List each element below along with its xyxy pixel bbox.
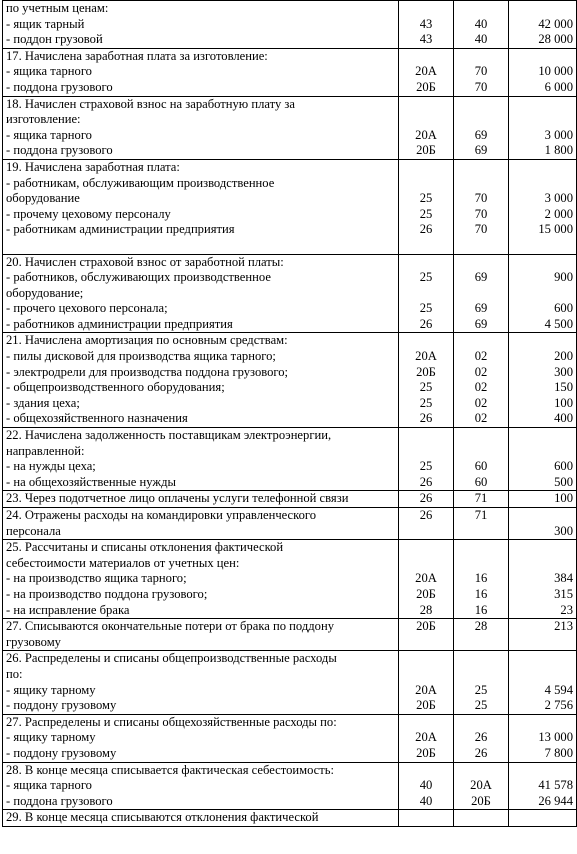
debit-account-cell <box>399 810 454 827</box>
table-row <box>3 254 577 333</box>
table-body <box>3 1 577 827</box>
operation-description-line: - пилы дисковой для производства ящика тарного; <box>6 349 276 364</box>
amount-line: 41 578 <box>538 778 573 793</box>
credit-account-line <box>457 428 505 444</box>
amount-line <box>512 810 573 826</box>
operation-description-line: 26. Распределены и списаны общепроизводственные расходы <box>6 651 337 666</box>
credit-account-line: 70 <box>474 222 488 237</box>
amount-line: 400 <box>554 411 573 426</box>
credit-account-line: 70 <box>474 79 488 94</box>
credit-account-line: 40 <box>474 16 488 31</box>
amount-line <box>512 176 573 192</box>
amount-line <box>512 763 573 779</box>
credit-account-line: 20Б <box>471 793 491 808</box>
amount-line: 315 <box>554 586 573 601</box>
operation-description-line: 27. Списываются окончательные потери от брака по поддону <box>6 619 334 634</box>
amount-line: 300 <box>554 523 573 538</box>
amount-line <box>512 508 573 524</box>
operation-description-cell <box>3 48 399 96</box>
credit-account-cell <box>454 159 509 254</box>
credit-account-cell <box>454 96 509 159</box>
debit-account-line: 43 <box>419 16 433 31</box>
debit-account-cell <box>399 159 454 254</box>
credit-account-line <box>457 238 505 254</box>
debit-account-line: 25 <box>419 459 433 474</box>
operation-description-line: 21. Начислена амортизация по основным средствам: <box>6 333 288 348</box>
debit-account-line <box>402 333 450 349</box>
operation-description-line: - здания цеха; <box>6 395 80 410</box>
credit-account-line: 20А <box>470 778 492 793</box>
debit-account-line <box>402 556 450 572</box>
credit-account-line: 25 <box>474 682 488 697</box>
credit-account-line: 02 <box>474 349 488 364</box>
debit-account-line <box>402 444 450 460</box>
operation-description-cell <box>3 254 399 333</box>
debit-account-line <box>402 540 450 556</box>
operation-description-line: - ящика тарного <box>6 64 92 79</box>
debit-account-line <box>402 715 450 731</box>
credit-account-line: 70 <box>474 191 488 206</box>
amount-cell <box>509 428 577 491</box>
debit-account-line <box>402 97 450 113</box>
debit-account-line: 25 <box>419 380 433 395</box>
credit-account-cell <box>454 254 509 333</box>
credit-account-cell <box>454 810 509 827</box>
table-row <box>3 159 577 254</box>
debit-account-line: 25 <box>419 206 433 221</box>
amount-line: 26 944 <box>538 793 573 808</box>
amount-cell <box>509 254 577 333</box>
credit-account-line: 70 <box>474 64 488 79</box>
credit-account-line: 02 <box>474 411 488 426</box>
amount-cell <box>509 540 577 619</box>
credit-account-line <box>457 160 505 176</box>
operation-description-line: - ящику тарному <box>6 682 96 697</box>
table-row <box>3 714 577 762</box>
debit-account-line: 20А <box>415 64 437 79</box>
debit-account-line <box>402 651 450 667</box>
operation-description-line <box>6 238 395 254</box>
credit-account-line <box>457 112 505 128</box>
amount-cell <box>509 714 577 762</box>
operation-description-line: - поддон грузовой <box>6 32 103 47</box>
operation-description-line: - ящику тарному <box>6 730 96 745</box>
amount-cell <box>509 762 577 810</box>
operation-description-line: 20. Начислен страховой взнос от заработной платы: <box>6 254 284 269</box>
debit-account-cell <box>399 540 454 619</box>
amount-line: 900 <box>554 270 573 285</box>
operation-description-line: по: <box>6 666 23 681</box>
credit-account-line <box>457 255 505 271</box>
amount-line <box>512 1 573 17</box>
amount-cell <box>509 159 577 254</box>
credit-account-line <box>457 333 505 349</box>
credit-account-cell <box>454 540 509 619</box>
table-row <box>3 540 577 619</box>
credit-account-line: 28 <box>474 619 488 634</box>
debit-account-line: 25 <box>419 191 433 206</box>
operation-description-line: 23. Через подотчетное лицо оплачены услуги телефонной связи <box>6 491 349 506</box>
credit-account-line: 69 <box>474 316 488 331</box>
debit-account-line <box>402 763 450 779</box>
amount-line: 600 <box>554 301 573 316</box>
debit-account-line: 25 <box>419 270 433 285</box>
amount-line <box>512 255 573 271</box>
credit-account-cell <box>454 48 509 96</box>
operation-description-cell <box>3 96 399 159</box>
debit-account-line: 40 <box>419 793 433 808</box>
debit-account-line: 20А <box>415 571 437 586</box>
debit-account-line: 20Б <box>416 364 436 379</box>
debit-account-line: 20Б <box>416 619 436 634</box>
amount-cell <box>509 48 577 96</box>
credit-account-line <box>457 635 505 651</box>
debit-account-line: 20А <box>415 127 437 142</box>
table-row <box>3 508 577 540</box>
debit-account-line: 28 <box>419 602 433 617</box>
credit-account-line: 40 <box>474 32 488 47</box>
amount-line <box>512 49 573 65</box>
debit-account-cell <box>399 491 454 508</box>
operation-description-line: 19. Начислена заработная плата: <box>6 159 180 174</box>
credit-account-line <box>457 1 505 17</box>
operation-description-cell <box>3 1 399 49</box>
amount-line: 150 <box>554 380 573 395</box>
credit-account-line: 60 <box>474 474 488 489</box>
amount-line: 3 000 <box>544 191 573 206</box>
operation-description-line: изготовление: <box>6 112 81 127</box>
debit-account-line: 26 <box>419 222 433 237</box>
amount-line: 6 000 <box>544 79 573 94</box>
operation-description-cell <box>3 159 399 254</box>
debit-account-cell <box>399 762 454 810</box>
amount-cell <box>509 619 577 651</box>
table-row <box>3 762 577 810</box>
operation-description-cell <box>3 540 399 619</box>
amount-cell <box>509 1 577 49</box>
amount-cell <box>509 333 577 428</box>
amount-line: 13 000 <box>538 730 573 745</box>
operation-description-line: - электродрели для производства поддона грузового; <box>6 364 289 379</box>
credit-account-cell <box>454 714 509 762</box>
amount-line: 1 800 <box>544 143 573 158</box>
amount-line: 3 000 <box>544 127 573 142</box>
debit-account-line <box>402 238 450 254</box>
operation-description-line: - ящика тарного <box>6 127 92 142</box>
operation-description-line: - общепроизводственного оборудования; <box>6 380 225 395</box>
debit-account-line: 26 <box>419 508 433 522</box>
amount-line: 384 <box>554 571 573 586</box>
debit-account-line: 20А <box>415 682 437 697</box>
credit-account-line <box>457 49 505 65</box>
credit-account-cell <box>454 651 509 714</box>
operation-description-line: - на нужды цеха; <box>6 459 96 474</box>
operation-description-cell <box>3 714 399 762</box>
operation-description-line: - на производство поддона грузового; <box>6 586 208 601</box>
table-row <box>3 619 577 651</box>
amount-line <box>512 238 573 254</box>
operation-description-line: - прочего цехового персонала; <box>6 301 168 316</box>
operation-description-line: 29. В конце месяца списываются отклонения фактической <box>6 810 319 825</box>
credit-account-line: 16 <box>474 602 488 617</box>
debit-account-cell <box>399 1 454 49</box>
operation-description-line: себестоимости материалов от учетных цен: <box>6 555 240 570</box>
credit-account-line: 02 <box>474 395 488 410</box>
debit-account-cell <box>399 96 454 159</box>
credit-account-cell <box>454 619 509 651</box>
credit-account-line <box>457 524 505 540</box>
debit-account-line <box>402 635 450 651</box>
credit-account-cell <box>454 762 509 810</box>
amount-cell <box>509 810 577 827</box>
debit-account-line: 26 <box>419 411 433 426</box>
amount-line: 213 <box>554 619 573 634</box>
operation-description-cell <box>3 651 399 714</box>
amount-cell <box>509 508 577 540</box>
amount-cell <box>509 651 577 714</box>
credit-account-line: 71 <box>474 491 488 506</box>
amount-line: 2 000 <box>544 206 573 221</box>
debit-account-line: 26 <box>419 474 433 489</box>
credit-account-line: 69 <box>474 127 488 142</box>
operation-description-line: - прочему цеховому персоналу <box>6 206 171 221</box>
debit-account-cell <box>399 254 454 333</box>
operation-description-line: - работников, обслуживающих производственное <box>6 270 271 285</box>
credit-account-cell <box>454 491 509 508</box>
debit-account-line <box>402 160 450 176</box>
amount-line: 200 <box>554 349 573 364</box>
table-row <box>3 810 577 827</box>
debit-account-line: 40 <box>419 778 433 793</box>
accounting-entries-table <box>2 0 577 827</box>
operation-description-line: - поддона грузового <box>6 143 113 158</box>
debit-account-line <box>402 49 450 65</box>
credit-account-line: 02 <box>474 380 488 395</box>
operation-description-line: - поддона грузового <box>6 793 113 808</box>
debit-account-line: 25 <box>419 301 433 316</box>
amount-line: 500 <box>554 474 573 489</box>
amount-line: 100 <box>554 395 573 410</box>
operation-description-line: - ящика тарного <box>6 778 92 793</box>
debit-account-cell <box>399 333 454 428</box>
debit-account-line: 25 <box>419 395 433 410</box>
table-row <box>3 96 577 159</box>
table-row <box>3 48 577 96</box>
debit-account-line: 43 <box>419 32 433 47</box>
amount-line <box>512 651 573 667</box>
amount-cell <box>509 96 577 159</box>
operation-description-line: - общехозяйственного назначения <box>6 411 188 426</box>
operation-description-line: 18. Начислен страховой взнос на заработную плату за <box>6 96 295 111</box>
amount-line: 15 000 <box>538 222 573 237</box>
amount-line <box>512 667 573 683</box>
amount-line: 4 594 <box>544 682 573 697</box>
debit-account-cell <box>399 619 454 651</box>
credit-account-line: 69 <box>474 143 488 158</box>
debit-account-line: 20А <box>415 730 437 745</box>
credit-account-line <box>457 556 505 572</box>
debit-account-line <box>402 428 450 444</box>
operation-description-line: по учетным ценам: <box>6 1 109 15</box>
debit-account-line <box>402 810 450 826</box>
operation-description-line: - на общехозяйственные нужды <box>6 474 176 489</box>
operation-description-line: - ящик тарный <box>6 16 85 31</box>
credit-account-line: 02 <box>474 364 488 379</box>
debit-account-line: 26 <box>419 491 433 506</box>
operation-description-line: - работников администрации предприятия <box>6 316 233 331</box>
operation-description-line: оборудование; <box>6 285 84 300</box>
credit-account-cell <box>454 428 509 491</box>
operation-description-line: - работникам администрации предприятия <box>6 222 235 237</box>
amount-line: 28 000 <box>538 32 573 47</box>
debit-account-line: 20Б <box>416 586 436 601</box>
operation-description-cell <box>3 810 399 827</box>
amount-line <box>512 333 573 349</box>
table-row <box>3 333 577 428</box>
debit-account-line: 20Б <box>416 698 436 713</box>
operation-description-line: 28. В конце месяца списывается фактическая себестоимость: <box>6 762 335 777</box>
credit-account-line: 26 <box>474 745 488 760</box>
credit-account-line <box>457 176 505 192</box>
operation-description-line: 27. Распределены и списаны общехозяйственные расходы по: <box>6 714 337 729</box>
operation-description-line: - работникам, обслуживающим производственное <box>6 175 275 190</box>
operation-description-cell <box>3 333 399 428</box>
operation-description-line: - на производство ящика тарного; <box>6 571 187 586</box>
credit-account-line: 60 <box>474 459 488 474</box>
debit-account-line <box>402 112 450 128</box>
debit-account-line <box>402 1 450 17</box>
amount-line: 10 000 <box>538 64 573 79</box>
debit-account-line <box>402 255 450 271</box>
debit-account-line <box>402 524 450 540</box>
debit-account-line: 20Б <box>416 79 436 94</box>
debit-account-cell <box>399 714 454 762</box>
amount-line <box>512 715 573 731</box>
amount-line: 100 <box>554 491 573 506</box>
credit-account-line <box>457 97 505 113</box>
credit-account-line <box>457 286 505 302</box>
operation-description-cell <box>3 491 399 508</box>
credit-account-line <box>457 444 505 460</box>
operation-description-line: грузовому <box>6 634 61 649</box>
amount-line: 4 500 <box>544 316 573 331</box>
debit-account-cell <box>399 651 454 714</box>
credit-account-cell <box>454 1 509 49</box>
debit-account-line: 20Б <box>416 143 436 158</box>
amount-line: 600 <box>554 459 573 474</box>
amount-line <box>512 286 573 302</box>
operation-description-cell <box>3 619 399 651</box>
operation-description-line: направленной: <box>6 443 85 458</box>
operation-description-line: 24. Отражены расходы на командировки управленческого <box>6 508 317 522</box>
operation-description-cell <box>3 762 399 810</box>
amount-line: 2 756 <box>544 698 573 713</box>
operation-description-line: - на исправление брака <box>6 602 130 617</box>
credit-account-line: 69 <box>474 270 488 285</box>
operation-description-cell <box>3 428 399 491</box>
operation-description-line: - поддону грузовому <box>6 698 117 713</box>
amount-line: 42 000 <box>538 16 573 31</box>
credit-account-line <box>457 715 505 731</box>
table-row <box>3 491 577 508</box>
amount-line <box>512 112 573 128</box>
operation-description-line: оборудование <box>6 191 80 206</box>
debit-account-line <box>402 667 450 683</box>
amount-line <box>512 444 573 460</box>
amount-line <box>512 635 573 651</box>
amount-line: 23 <box>560 602 573 617</box>
debit-account-cell <box>399 508 454 540</box>
credit-account-line: 25 <box>474 698 488 713</box>
amount-line <box>512 428 573 444</box>
debit-account-cell <box>399 48 454 96</box>
credit-account-line <box>457 667 505 683</box>
table-row <box>3 651 577 714</box>
debit-account-line <box>402 286 450 302</box>
amount-cell <box>509 491 577 508</box>
debit-account-line <box>402 176 450 192</box>
credit-account-line: 16 <box>474 571 488 586</box>
amount-line <box>512 160 573 176</box>
operation-description-line: - поддона грузового <box>6 79 113 94</box>
table-row <box>3 1 577 49</box>
credit-account-line <box>457 763 505 779</box>
amount-line: 7 800 <box>544 745 573 760</box>
operation-description-line: 22. Начислена задолженность поставщикам электроэнергии, <box>6 428 332 443</box>
credit-account-line: 71 <box>474 508 488 522</box>
operation-description-cell <box>3 508 399 540</box>
table-row <box>3 428 577 491</box>
credit-account-line: 69 <box>474 301 488 316</box>
debit-account-cell <box>399 428 454 491</box>
amount-line <box>512 556 573 572</box>
operation-description-line: 25. Рассчитаны и списаны отклонения фактической <box>6 540 284 555</box>
credit-account-line: 16 <box>474 586 488 601</box>
operation-description-line: 17. Начислена заработная плата за изготовление: <box>6 48 268 63</box>
credit-account-line <box>457 810 505 826</box>
amount-line <box>512 97 573 113</box>
amount-line <box>512 540 573 556</box>
credit-account-line: 26 <box>474 730 488 745</box>
operation-description-line: персонала <box>6 523 61 538</box>
credit-account-cell <box>454 508 509 540</box>
credit-account-line: 70 <box>474 206 488 221</box>
credit-account-cell <box>454 333 509 428</box>
operation-description-line: - поддону грузовому <box>6 745 117 760</box>
debit-account-line: 20Б <box>416 745 436 760</box>
amount-line: 300 <box>554 364 573 379</box>
credit-account-line <box>457 540 505 556</box>
debit-account-line: 20А <box>415 349 437 364</box>
debit-account-line: 26 <box>419 316 433 331</box>
credit-account-line <box>457 651 505 667</box>
